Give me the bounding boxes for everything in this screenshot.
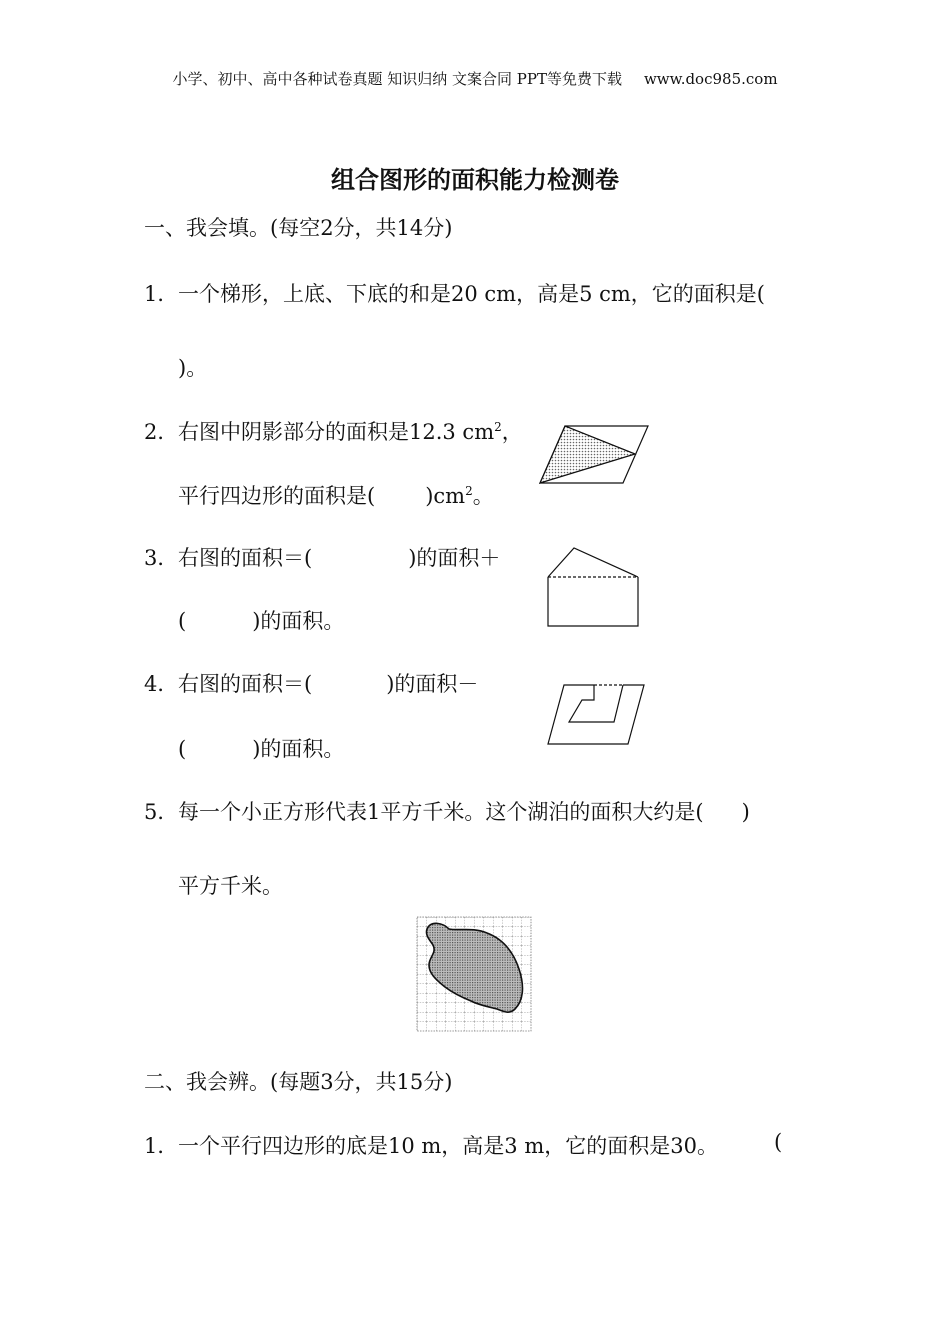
question-number: 1． bbox=[144, 1134, 179, 1158]
question-number: 2． bbox=[144, 420, 179, 444]
question-text: 平行四边形的面积是( bbox=[178, 484, 376, 508]
question-number: 1． bbox=[144, 282, 179, 306]
section1-heading: 一、我会填。(每空2分，共14分) bbox=[144, 216, 453, 240]
house-shape-figure bbox=[544, 542, 644, 632]
question-4-line1 bbox=[144, 668, 478, 698]
question-text: )的面积。 bbox=[252, 737, 345, 761]
question-text: 右图中阴影部分的面积是12.3 cm bbox=[178, 420, 495, 444]
answer-paren[interactable]: ( bbox=[774, 1130, 783, 1154]
question-2-line2 bbox=[178, 480, 494, 510]
punctuation: ， bbox=[501, 420, 523, 444]
question-text: 右图的面积＝( bbox=[178, 546, 313, 570]
judge-question-1 bbox=[144, 1130, 718, 1160]
rectangle-bottom bbox=[548, 577, 638, 626]
section2-heading: 二、我会辨。(每题3分，共15分) bbox=[144, 1070, 453, 1094]
question-5-line2: 平方千米。 bbox=[178, 874, 283, 898]
question-1-line1 bbox=[144, 278, 765, 308]
question-5-line1 bbox=[144, 796, 750, 826]
question-1-line2: )。 bbox=[178, 356, 208, 380]
punctuation: 。 bbox=[472, 484, 494, 508]
parallelogram-shaded-figure bbox=[536, 420, 656, 490]
question-text: 一个平行四边形的底是10 m，高是3 m，它的面积是30。 bbox=[178, 1134, 718, 1158]
question-text: 每一个小正方形代表1平方千米。这个湖泊的面积大约是( bbox=[178, 800, 704, 824]
question-text: 右图的面积＝( bbox=[178, 672, 313, 696]
paren-open: ( bbox=[178, 609, 187, 633]
paren-close: ) bbox=[741, 800, 750, 824]
question-2-line1 bbox=[144, 416, 523, 446]
question-number: 4． bbox=[144, 672, 179, 696]
page-title: 组合图形的面积能力检测卷 bbox=[331, 166, 619, 194]
superscript: 2 bbox=[465, 484, 473, 498]
superscript: 2 bbox=[494, 420, 502, 434]
question-text: )的面积。 bbox=[252, 609, 345, 633]
header-site: www.doc985.com bbox=[643, 70, 778, 88]
cutout-outline bbox=[569, 685, 623, 722]
unit-text: )cm bbox=[425, 484, 466, 508]
question-3-line1 bbox=[144, 542, 500, 572]
header-text: 小学、初中、高中各种试卷真题 知识归纳 文案合同 PPT等免费下载 bbox=[172, 70, 622, 88]
outer-outline bbox=[548, 685, 644, 744]
lake-grid-figure bbox=[417, 917, 533, 1033]
question-4-line2 bbox=[178, 733, 344, 763]
question-number: 5． bbox=[144, 800, 179, 824]
question-text: 一个梯形，上底、下底的和是20 cm，高是5 cm，它的面积是( bbox=[178, 282, 765, 306]
page-header bbox=[0, 68, 950, 89]
question-number: 3． bbox=[144, 546, 179, 570]
paren-open: ( bbox=[178, 737, 187, 761]
question-3-line2 bbox=[178, 605, 344, 635]
triangle-top bbox=[548, 548, 638, 577]
question-text: )的面积＋ bbox=[408, 546, 501, 570]
parallelogram-cutout-figure bbox=[544, 680, 654, 750]
question-text: )的面积－ bbox=[386, 672, 479, 696]
